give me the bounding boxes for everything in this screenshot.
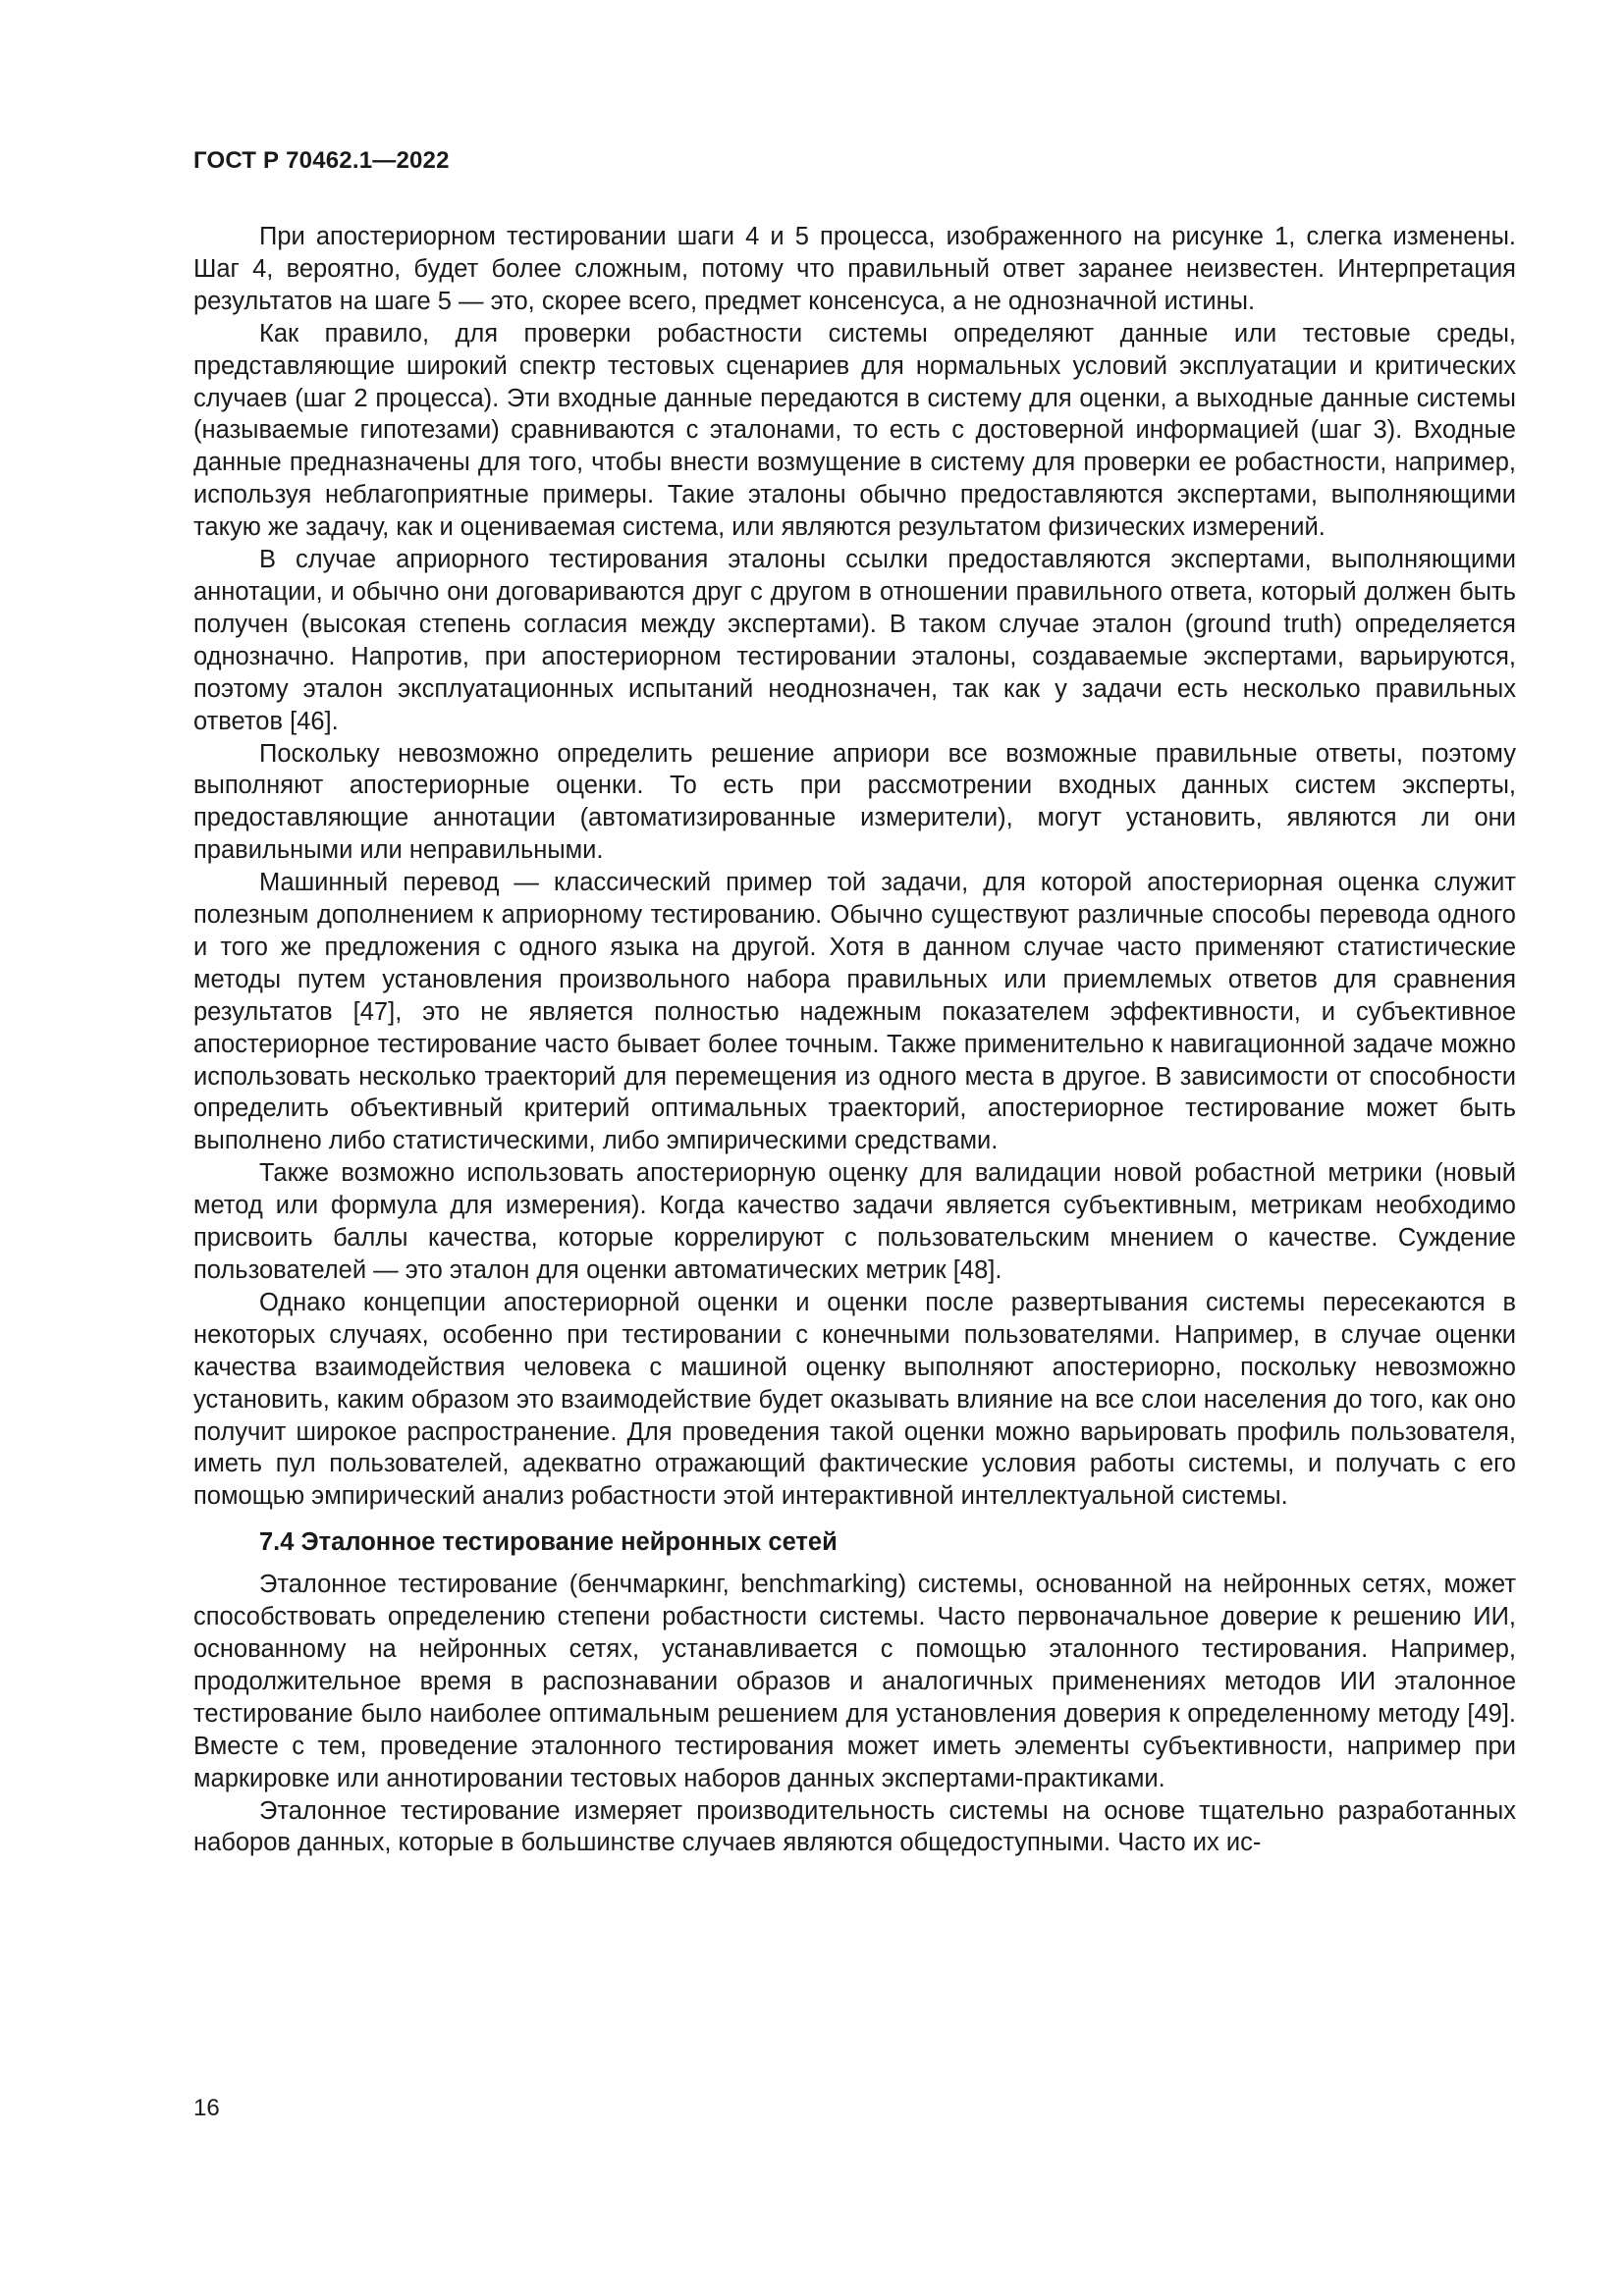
paragraph-benchmarking-datasets: Эталонное тестирование измеряет производительность системы на основе тщательно разработанных наборов данных, которые в большинстве случаев являются общедоступными. Часто их ис- — [193, 1796, 1516, 1857]
paragraph-post-deployment: Однако концепции апостериорной оценки и оценки после развертывания системы пересекаются в некоторых случаях, особенно при тестировании с конечными пользователями. Например, в случае оценки качества взаимодействия человека с машиной оценку выполняют апостериорно, поскольку невозможно установить, каким образом это взаимодействие будет оказывать влияние на все слои населения до того, как оно получит широкое распространение. Для проведения такой оценки можно варьировать профиль пользователя, иметь пул пользователей, адекватно отражающий фактические условия работы системы, и получать с его помощью эмпирический анализ робастности этой интерактивной интеллектуальной системы. — [193, 1288, 1516, 1511]
section-heading-7-4: 7.4 Эталонное тестирование нейронных сетей — [259, 1528, 838, 1557]
paragraph-aposteriori-evaluation: Поскольку невозможно определить решение априори все возможные правильные ответы, поэтому выполняют апостериорные оценки. То есть при рассмотрении входных данных систем эксперты, предоставляющие аннотации (автоматизированные измерители), могут установить, являются ли они правильными или неправильными. — [193, 739, 1516, 865]
paragraph-benchmarking-intro: Эталонное тестирование (бенчмаркинг, benchmarking) системы, основанной на нейронных сетях, может способствовать определению степени робастности системы. Часто первоначальное доверие к решению ИИ, основанному на нейронных сетях, устанавливается с помощью эталонного тестирования. Например, продолжительное время в распознавании образов и аналогичных применениях методов ИИ эталонное тестирование было наиболее оптимальным решением для установления доверия к определенному методу [49]. Вместе с тем, проведение эталонного тестирования может иметь элементы субъективности, например при маркировке или аннотировании тестовых наборов данных экспертами-практиками. — [193, 1571, 1516, 1792]
paragraph-aposteriori-steps: При апостериорном тестировании шаги 4 и 5 процесса, изображенного на рисунке 1, слегка изменены. Шаг 4, вероятно, будет более сложным, потому что правильный ответ заранее неизвестен. Интерпретация результатов на шаге 5 — это, скорее всего, предмет консенсуса, а не однозначной истины. — [193, 223, 1516, 315]
document-header-id: ГОСТ Р 70462.1—2022 — [193, 147, 450, 174]
paragraph-machine-translation: Машинный перевод — классический пример той задачи, для которой апостериорная оценка служит полезным дополнением к априорному тестированию. Обычно существуют различные способы перевода одного и того же предложения с одного языка на другой. Хотя в данном случае часто применяют статистические методы путем установления произвольного набора правильных или приемлемых ответов для сравнения результатов [47], это не является полностью надежным показателем эффективности, и субъективное апостериорное тестирование часто бывает более точным. Также применительно к навигационной задаче можно использовать несколько траекторий для перемещения из одного места в другое. В зависимости от способности определить объективный критерий оптимальных траекторий, апостериорное тестирование может быть выполнено либо статистическими, либо эмпирическими средствами. — [193, 869, 1516, 1155]
paragraph-metric-validation: Также возможно использовать апостериорную оценку для валидации новой робастной метрики (новый метод или формула для измерения). Когда качество задачи является субъективным, метрикам необходимо присвоить баллы качества, которые коррелируют с пользовательским мнением о качестве. Суждение пользователей — это эталон для оценки автоматических метрик [48]. — [193, 1159, 1516, 1284]
page-number: 16 — [193, 2095, 220, 2121]
document-body — [193, 221, 1516, 1859]
paragraph-robustness-check: Как правило, для проверки робастности системы определяют данные или тестовые среды, представляющие широкий спектр тестовых сценариев для нормальных условий эксплуатации и критических случаев (шаг 2 процесса). Эти входные данные передаются в систему для оценки, а выходные данные системы (называемые гипотезами) сравниваются с эталонами, то есть с достоверной информацией (шаг 3). Входные данные предназначены для того, чтобы внести возмущение в систему для проверки ее робастности, например, используя неблагоприятные примеры. Такие эталоны обычно предоставляются экспертами, выполняющими такую же задачу, как и оцениваемая система, или являются результатом физических измерений. — [193, 319, 1516, 542]
paragraph-apriori-testing: В случае априорного тестирования эталоны ссылки предоставляются экспертами, выполняющими аннотации, и обычно они договариваются друг с другом в отношении правильного ответа, который должен быть получен (высокая степень согласия между экспертами). В таком случае эталон (ground truth) определяется однозначно. Напротив, при апостериорном тестировании эталоны, создаваемые экспертами, варьируются, поэтому эталон эксплуатационных испытаний неоднозначен, так как у задачи есть несколько правильных ответов [46]. — [193, 546, 1516, 735]
